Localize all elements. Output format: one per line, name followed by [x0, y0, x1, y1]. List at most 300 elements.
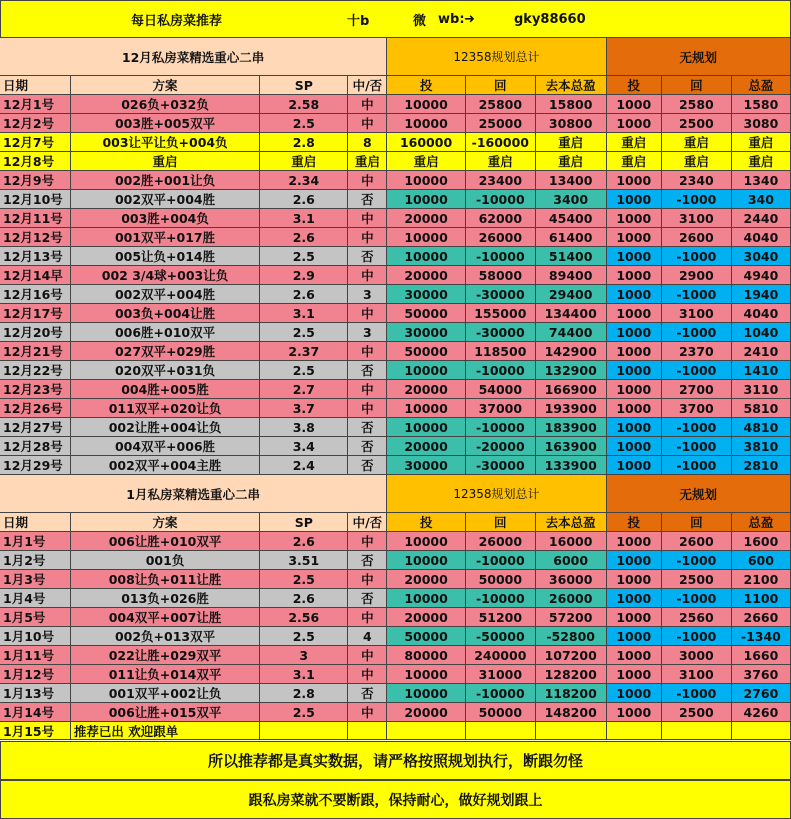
cell-bet: 10000 — [387, 247, 466, 266]
cell-net-total: 74400 — [536, 323, 607, 342]
cell-net-total: 重启 — [536, 133, 607, 152]
cell-bet-noplan: 重启 — [607, 152, 662, 171]
cell-plan: 001负 — [71, 551, 260, 570]
table-row — [0, 570, 791, 589]
column-header-row — [0, 513, 791, 532]
cell-plan: 006让胜+015双平 — [71, 703, 260, 722]
cell-net-total: 13400 — [536, 171, 607, 190]
cell-sp: 3.1 — [260, 209, 348, 228]
banner-wb-label: wb: — [438, 11, 465, 27]
cell-date: 12月17号 — [0, 304, 71, 323]
cell-bet-noplan: 1000 — [607, 703, 662, 722]
cell-bet: 50000 — [387, 627, 466, 646]
cell-net-total: 61400 — [536, 228, 607, 247]
cell-return: 50000 — [466, 703, 536, 722]
cell-return: -20000 — [466, 437, 536, 456]
cell-return: 155000 — [466, 304, 536, 323]
cell-net-total: 132900 — [536, 361, 607, 380]
cell-bet: 20000 — [387, 608, 466, 627]
cell-bet-noplan: 1000 — [607, 532, 662, 551]
cell-bet: 10000 — [387, 532, 466, 551]
table-row — [0, 95, 791, 114]
cell-plan: 006让胜+010双平 — [71, 532, 260, 551]
cell-date: 12月22号 — [0, 361, 71, 380]
cell-return-noplan: 2560 — [662, 608, 732, 627]
cell-plan: 003胜+005双平 — [71, 114, 260, 133]
cell-return: 62000 — [466, 209, 536, 228]
cell-date: 1月14号 — [0, 703, 71, 722]
cell-total-noplan: 2760 — [732, 684, 791, 703]
table-row — [0, 361, 791, 380]
table-row — [0, 380, 791, 399]
cell-net-total: 107200 — [536, 646, 607, 665]
cell-return-noplan: 2600 — [662, 532, 732, 551]
cell-return-noplan: 2900 — [662, 266, 732, 285]
cell-bet: 50000 — [387, 304, 466, 323]
table-row — [0, 285, 791, 304]
table-row — [0, 684, 791, 703]
cell-total-noplan: 2410 — [732, 342, 791, 361]
cell-bet: 20000 — [387, 266, 466, 285]
cell-result: 否 — [348, 361, 387, 380]
table-row — [0, 456, 791, 475]
cell-result: 否 — [348, 190, 387, 209]
cell-total-noplan: 340 — [732, 190, 791, 209]
cell-return: 51200 — [466, 608, 536, 627]
table-row — [0, 114, 791, 133]
table-row — [0, 133, 791, 152]
cell-return: 37000 — [466, 399, 536, 418]
cell-return: -10000 — [466, 551, 536, 570]
column-header-bet-noplan: 投 — [607, 76, 662, 95]
cell-sp: 2.6 — [260, 285, 348, 304]
cell-return-noplan: 2370 — [662, 342, 732, 361]
column-header-bet-noplan: 投 — [607, 513, 662, 532]
cell-date: 12月26号 — [0, 399, 71, 418]
cell-net-total: 26000 — [536, 589, 607, 608]
cell-return-noplan: -1000 — [662, 437, 732, 456]
cell-return-noplan: 2700 — [662, 380, 732, 399]
cell-date: 12月16号 — [0, 285, 71, 304]
cell-net-total: 118200 — [536, 684, 607, 703]
cell-return-noplan: 重启 — [662, 152, 732, 171]
cell-total-noplan: 2440 — [732, 209, 791, 228]
cell-net-total: 148200 — [536, 703, 607, 722]
cell-net-total: 128200 — [536, 665, 607, 684]
table-row — [0, 418, 791, 437]
section-title-row — [0, 38, 791, 76]
cell-bet-noplan: 1000 — [607, 95, 662, 114]
cell-return-noplan: -1000 — [662, 551, 732, 570]
cell-total-noplan: 3040 — [732, 247, 791, 266]
cell-date: 1月5号 — [0, 608, 71, 627]
cell-bet-noplan: 1000 — [607, 684, 662, 703]
cell-sp: 3 — [260, 646, 348, 665]
cell-net-total: 16000 — [536, 532, 607, 551]
cell-bet-noplan: 重启 — [607, 133, 662, 152]
banner-handle: gky88660 — [514, 11, 586, 27]
cell-result: 否 — [348, 247, 387, 266]
cell-sp: 2.8 — [260, 133, 348, 152]
cell-total-noplan: 3810 — [732, 437, 791, 456]
banner-plus-label: 十b — [347, 13, 370, 29]
cell-net-total: 89400 — [536, 266, 607, 285]
cell-result: 中 — [348, 532, 387, 551]
cell-net-total: -52800 — [536, 627, 607, 646]
cell-bet-noplan: 1000 — [607, 665, 662, 684]
cell-sp: 3.7 — [260, 399, 348, 418]
cell-bet-noplan: 1000 — [607, 361, 662, 380]
no-plan-title: 无规划 — [607, 475, 791, 513]
cell-plan: 002双平+004胜 — [71, 190, 260, 209]
cell-bet — [387, 722, 466, 740]
cell-sp: 2.5 — [260, 627, 348, 646]
cell-plan: 002双平+004主胜 — [71, 456, 260, 475]
table-row — [0, 323, 791, 342]
cell-bet: 10000 — [387, 190, 466, 209]
no-plan-title: 无规划 — [607, 38, 791, 76]
column-header-bet: 投 — [387, 76, 466, 95]
cell-total-noplan: 1410 — [732, 361, 791, 380]
plan-total-title: 12358规划总计 — [387, 475, 606, 513]
cell-total-noplan — [732, 722, 791, 740]
cell-date: 1月4号 — [0, 589, 71, 608]
column-header-row — [0, 76, 791, 95]
cell-plan: 002双平+004胜 — [71, 285, 260, 304]
cell-result: 否 — [348, 437, 387, 456]
table-row — [0, 209, 791, 228]
cell-return: -10000 — [466, 684, 536, 703]
cell-date: 12月8号 — [0, 152, 71, 171]
cell-bet-noplan: 1000 — [607, 589, 662, 608]
cell-date: 1月3号 — [0, 570, 71, 589]
cell-plan: 011让负+014双平 — [71, 665, 260, 684]
cell-bet: 10000 — [387, 399, 466, 418]
cell-return: -30000 — [466, 456, 536, 475]
cell-plan: 重启 — [71, 152, 260, 171]
cell-plan: 003让平让负+004负 — [71, 133, 260, 152]
cell-total-noplan: 3110 — [732, 380, 791, 399]
cell-bet-noplan: 1000 — [607, 114, 662, 133]
cell-return-noplan: -1000 — [662, 285, 732, 304]
cell-return: 50000 — [466, 570, 536, 589]
column-header-date: 日期 — [0, 513, 71, 532]
column-header-total-noplan: 总盈 — [732, 76, 791, 95]
cell-bet: 10000 — [387, 171, 466, 190]
cell-net-total: 183900 — [536, 418, 607, 437]
cell-result: 中 — [348, 95, 387, 114]
cell-date: 12月14早 — [0, 266, 71, 285]
cell-date: 12月27号 — [0, 418, 71, 437]
cell-bet-noplan: 1000 — [607, 247, 662, 266]
cell-date: 12月28号 — [0, 437, 71, 456]
cell-net-total — [536, 722, 607, 740]
cell-bet: 10000 — [387, 589, 466, 608]
cell-date: 12月23号 — [0, 380, 71, 399]
cell-return: 118500 — [466, 342, 536, 361]
table-row — [0, 171, 791, 190]
cell-net-total: 163900 — [536, 437, 607, 456]
cell-return: -30000 — [466, 285, 536, 304]
cell-total-noplan: -1340 — [732, 627, 791, 646]
cell-total-noplan: 5810 — [732, 399, 791, 418]
cell-result: 中 — [348, 171, 387, 190]
column-header-return: 回 — [466, 513, 536, 532]
cell-total-noplan: 1040 — [732, 323, 791, 342]
cell-bet-noplan: 1000 — [607, 399, 662, 418]
cell-return: 25000 — [466, 114, 536, 133]
cell-return-noplan: 3100 — [662, 665, 732, 684]
cell-plan: 020双平+031负 — [71, 361, 260, 380]
cell-return-noplan: -1000 — [662, 684, 732, 703]
cell-sp: 3.4 — [260, 437, 348, 456]
cell-bet-noplan: 1000 — [607, 456, 662, 475]
column-header-sp: SP — [260, 513, 348, 532]
banner-title: 每日私房菜推荐 — [131, 13, 223, 29]
cell-return-noplan: 2340 — [662, 171, 732, 190]
table-row — [0, 532, 791, 551]
table-row — [0, 703, 791, 722]
cell-sp: 2.5 — [260, 323, 348, 342]
cell-bet-noplan: 1000 — [607, 190, 662, 209]
cell-result: 中 — [348, 304, 387, 323]
cell-net-total: 51400 — [536, 247, 607, 266]
cell-total-noplan: 4040 — [732, 304, 791, 323]
cell-sp: 2.6 — [260, 532, 348, 551]
cell-total-noplan: 2100 — [732, 570, 791, 589]
cell-result: 否 — [348, 456, 387, 475]
section-title: 1月私房菜精选重心二串 — [0, 475, 387, 513]
cell-sp: 2.56 — [260, 608, 348, 627]
cell-date: 12月10号 — [0, 190, 71, 209]
cell-date: 12月1号 — [0, 95, 71, 114]
cell-net-total: 36000 — [536, 570, 607, 589]
cell-bet: 20000 — [387, 437, 466, 456]
cell-total-noplan: 1100 — [732, 589, 791, 608]
cell-plan: 003负+004让胜 — [71, 304, 260, 323]
cell-plan: 推荐已出 欢迎跟单 — [71, 722, 260, 740]
cell-bet: 10000 — [387, 684, 466, 703]
cell-sp: 2.6 — [260, 190, 348, 209]
column-header-sp: SP — [260, 76, 348, 95]
cell-total-noplan: 3080 — [732, 114, 791, 133]
cell-total-noplan: 1600 — [732, 532, 791, 551]
cell-plan: 002胜+001让负 — [71, 171, 260, 190]
cell-return: 23400 — [466, 171, 536, 190]
cell-sp: 重启 — [260, 152, 348, 171]
cell-bet: 20000 — [387, 209, 466, 228]
cell-net-total: 6000 — [536, 551, 607, 570]
cell-date: 1月12号 — [0, 665, 71, 684]
cell-return: 31000 — [466, 665, 536, 684]
cell-result: 否 — [348, 418, 387, 437]
cell-date: 1月15号 — [0, 722, 71, 740]
cell-bet: 50000 — [387, 342, 466, 361]
cell-plan: 006胜+010双平 — [71, 323, 260, 342]
cell-return: -10000 — [466, 418, 536, 437]
cell-result: 8 — [348, 133, 387, 152]
cell-return-noplan: 2500 — [662, 703, 732, 722]
cell-return-noplan: 2580 — [662, 95, 732, 114]
cell-return-noplan: 3100 — [662, 304, 732, 323]
cell-result: 4 — [348, 627, 387, 646]
cell-date: 12月13号 — [0, 247, 71, 266]
cell-net-total: 45400 — [536, 209, 607, 228]
table-row — [0, 247, 791, 266]
cell-return: 240000 — [466, 646, 536, 665]
cell-net-total: 15800 — [536, 95, 607, 114]
cell-sp: 2.7 — [260, 380, 348, 399]
cell-return: 26000 — [466, 228, 536, 247]
cell-bet: 10000 — [387, 95, 466, 114]
cell-bet-noplan: 1000 — [607, 627, 662, 646]
cell-result: 中 — [348, 665, 387, 684]
cell-total-noplan: 3760 — [732, 665, 791, 684]
cell-total-noplan: 2660 — [732, 608, 791, 627]
cell-sp: 2.58 — [260, 95, 348, 114]
section-title: 12月私房菜精选重心二串 — [0, 38, 387, 76]
cell-net-total: 29400 — [536, 285, 607, 304]
cell-date: 12月11号 — [0, 209, 71, 228]
cell-bet-noplan: 1000 — [607, 608, 662, 627]
cell-result: 中 — [348, 646, 387, 665]
cell-total-noplan: 4040 — [732, 228, 791, 247]
cell-bet-noplan: 1000 — [607, 285, 662, 304]
cell-result: 否 — [348, 684, 387, 703]
section-title-row — [0, 475, 791, 513]
cell-net-total: 57200 — [536, 608, 607, 627]
cell-return: -160000 — [466, 133, 536, 152]
cell-return-noplan: 2600 — [662, 228, 732, 247]
cell-plan: 022让胜+029双平 — [71, 646, 260, 665]
cell-result: 中 — [348, 209, 387, 228]
cell-plan: 002 3/4球+003让负 — [71, 266, 260, 285]
cell-plan: 002负+013双平 — [71, 627, 260, 646]
cell-sp: 2.5 — [260, 114, 348, 133]
column-header-plan: 方案 — [71, 513, 260, 532]
cell-bet-noplan: 1000 — [607, 551, 662, 570]
cell-result: 否 — [348, 551, 387, 570]
cell-plan: 004双平+006胜 — [71, 437, 260, 456]
cell-return: 26000 — [466, 532, 536, 551]
cell-bet-noplan: 1000 — [607, 437, 662, 456]
column-header-result: 中/否 — [348, 76, 387, 95]
cell-date: 12月29号 — [0, 456, 71, 475]
cell-bet: 10000 — [387, 551, 466, 570]
cell-total-noplan: 1940 — [732, 285, 791, 304]
cell-return-noplan: 重启 — [662, 133, 732, 152]
cell-bet: 160000 — [387, 133, 466, 152]
cell-bet-noplan: 1000 — [607, 228, 662, 247]
column-header-return-noplan: 回 — [662, 513, 732, 532]
cell-return: -30000 — [466, 323, 536, 342]
column-header-net-total: 去本总盈 — [536, 513, 607, 532]
cell-total-noplan: 1340 — [732, 171, 791, 190]
cell-bet: 10000 — [387, 114, 466, 133]
cell-bet-noplan: 1000 — [607, 266, 662, 285]
cell-plan: 005让负+014胜 — [71, 247, 260, 266]
cell-sp: 3.8 — [260, 418, 348, 437]
cell-bet-noplan — [607, 722, 662, 740]
table-row — [0, 627, 791, 646]
arrow-icon: ➜ — [464, 11, 475, 27]
cell-return-noplan: -1000 — [662, 190, 732, 209]
cell-return: -10000 — [466, 247, 536, 266]
cell-result: 中 — [348, 266, 387, 285]
cell-sp: 2.8 — [260, 684, 348, 703]
cell-bet: 20000 — [387, 380, 466, 399]
cell-return-noplan: 2500 — [662, 114, 732, 133]
cell-return-noplan: -1000 — [662, 456, 732, 475]
cell-return: 54000 — [466, 380, 536, 399]
cell-return: -50000 — [466, 627, 536, 646]
cell-sp: 2.5 — [260, 247, 348, 266]
cell-sp: 3.51 — [260, 551, 348, 570]
cell-net-total: 3400 — [536, 190, 607, 209]
cell-result: 中 — [348, 114, 387, 133]
cell-result: 3 — [348, 285, 387, 304]
cell-plan: 004双平+007让胜 — [71, 608, 260, 627]
cell-bet-noplan: 1000 — [607, 646, 662, 665]
cell-return — [466, 722, 536, 740]
cell-result: 中 — [348, 228, 387, 247]
cell-return: 25800 — [466, 95, 536, 114]
cell-total-noplan: 2810 — [732, 456, 791, 475]
cell-result: 重启 — [348, 152, 387, 171]
cell-plan: 026负+032负 — [71, 95, 260, 114]
column-header-return: 回 — [466, 76, 536, 95]
cell-sp: 3.1 — [260, 665, 348, 684]
table-row — [0, 304, 791, 323]
cell-date: 1月10号 — [0, 627, 71, 646]
cell-date: 12月21号 — [0, 342, 71, 361]
cell-date: 12月7号 — [0, 133, 71, 152]
cell-net-total: 134400 — [536, 304, 607, 323]
cell-bet: 30000 — [387, 456, 466, 475]
cell-total-noplan: 1660 — [732, 646, 791, 665]
cell-result: 中 — [348, 380, 387, 399]
top-banner — [0, 0, 791, 38]
cell-plan: 003胜+004负 — [71, 209, 260, 228]
cell-return-noplan: -1000 — [662, 247, 732, 266]
table-row — [0, 228, 791, 247]
cell-date: 12月2号 — [0, 114, 71, 133]
table-row — [0, 342, 791, 361]
cell-sp: 2.5 — [260, 570, 348, 589]
cell-plan: 002让胜+004让负 — [71, 418, 260, 437]
cell-sp: 2.37 — [260, 342, 348, 361]
cell-return: -10000 — [466, 190, 536, 209]
cell-date: 1月2号 — [0, 551, 71, 570]
column-header-return-noplan: 回 — [662, 76, 732, 95]
cell-result: 中 — [348, 399, 387, 418]
cell-total-noplan: 4940 — [732, 266, 791, 285]
cell-plan: 008让负+011让胜 — [71, 570, 260, 589]
cell-result: 中 — [348, 342, 387, 361]
cell-date: 1月11号 — [0, 646, 71, 665]
cell-bet: 10000 — [387, 228, 466, 247]
cell-return: 重启 — [466, 152, 536, 171]
cell-total-noplan: 重启 — [732, 133, 791, 152]
table-row — [0, 437, 791, 456]
cell-date: 12月20号 — [0, 323, 71, 342]
cell-bet: 80000 — [387, 646, 466, 665]
cell-sp: 2.6 — [260, 589, 348, 608]
cell-bet-noplan: 1000 — [607, 304, 662, 323]
table-row — [0, 608, 791, 627]
column-header-plan: 方案 — [71, 76, 260, 95]
cell-bet: 10000 — [387, 361, 466, 380]
